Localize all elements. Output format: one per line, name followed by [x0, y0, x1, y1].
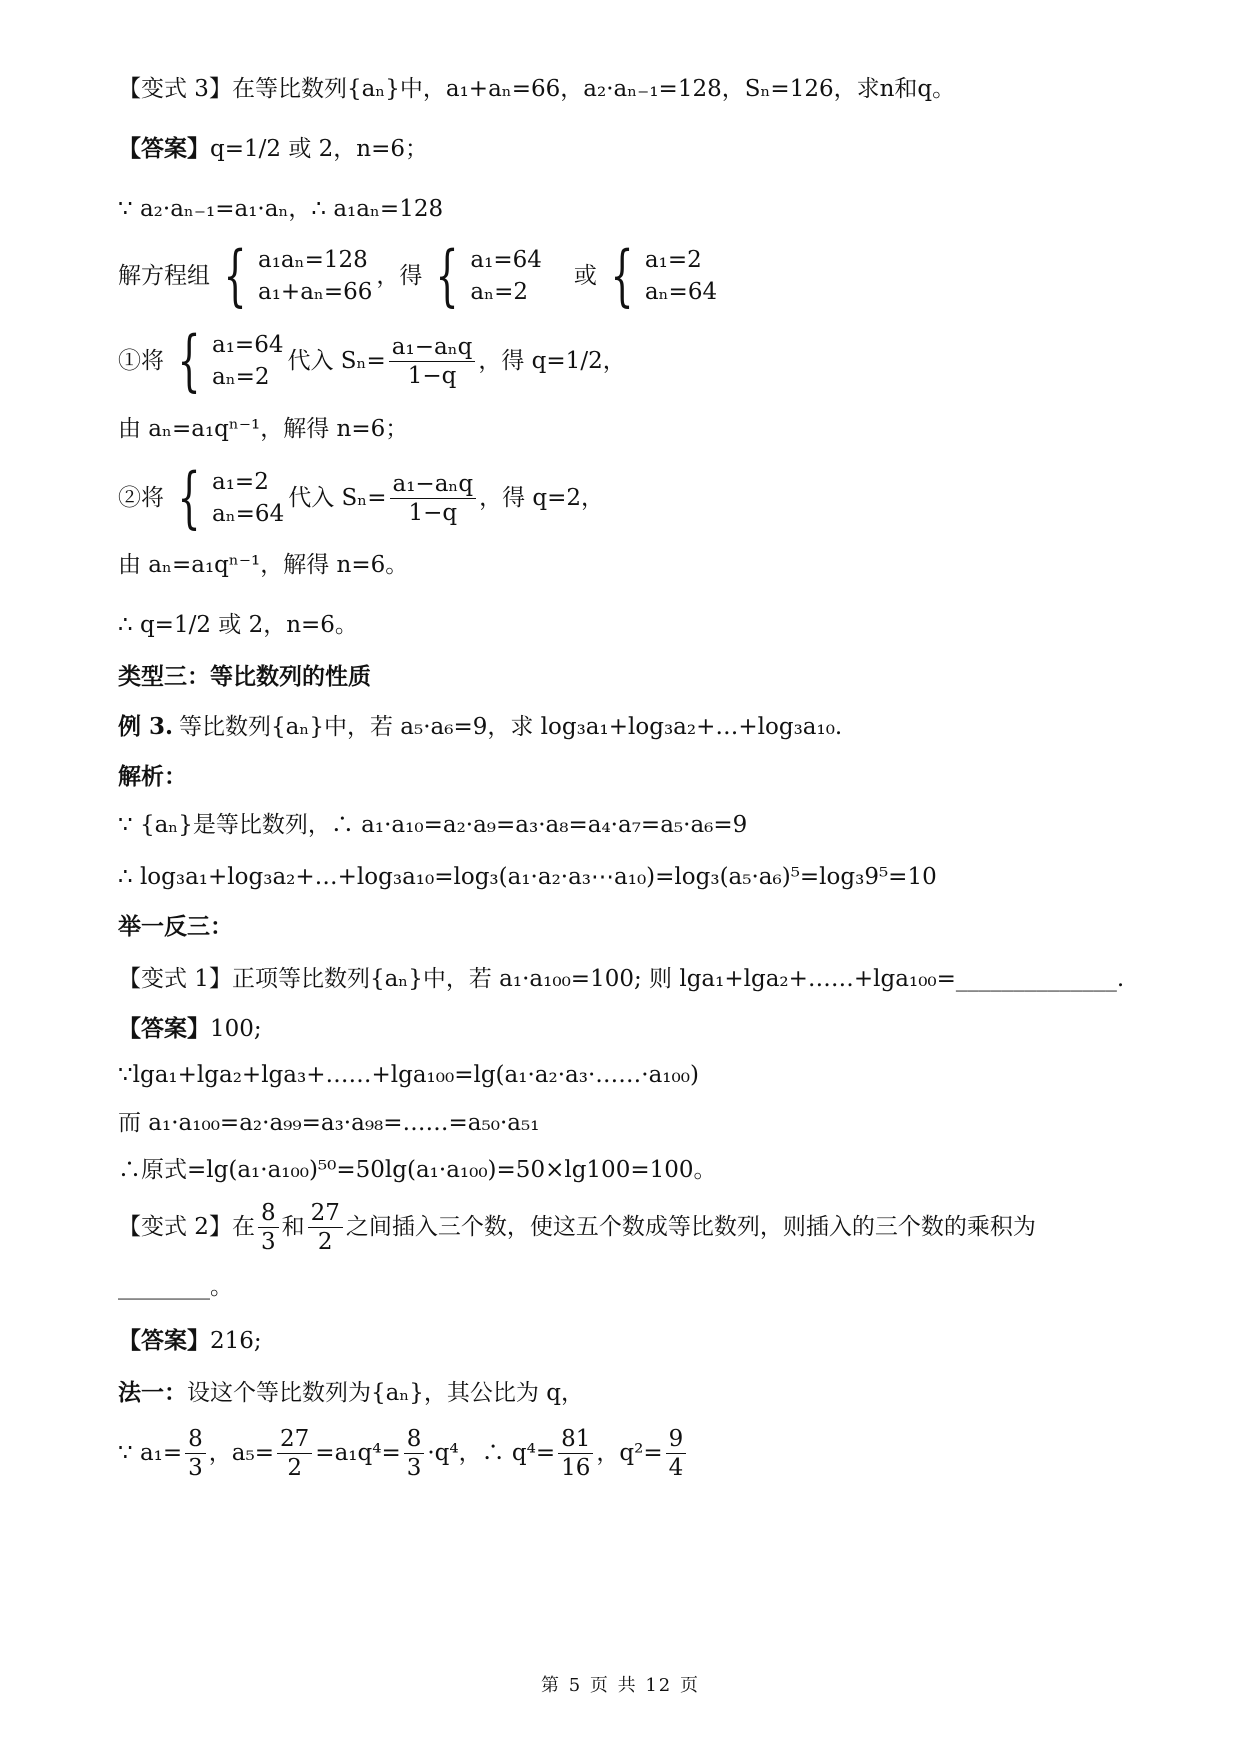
example3-step2: ∴ log₃a₁+log₃a₂+…+log₃a₁₀=log₃(a₁·a₂·a₃⋯a₁₀)=log₃(a₅·a₆)⁵=log₃9⁵=10	[118, 864, 937, 890]
variant3-case2: ②将 { a₁=2 aₙ=64 代入 Sₙ= $\frac{\text{a₁−aₙq}}{1-q}$ ，得 q=2，	[118, 459, 605, 536]
variant1-answer: 【答案】 100;	[118, 1015, 262, 1042]
sum-formula-fraction: $\frac{\text{a₁−aₙq}}{1-q}$	[389, 333, 476, 390]
sum-formula-fraction: $\frac{\text{a₁−aₙq}}{1-q}$	[390, 470, 477, 527]
page-footer: 第 5 页 共 12 页	[541, 1675, 700, 1696]
variant1-step2: 而 a₁·a₁₀₀=a₂·a₉₉=a₃·a₉₈=……=a₅₀·a₅₁	[118, 1110, 540, 1136]
variant2-answer: 【答案】 216;	[118, 1327, 262, 1354]
answer-label: 【答案】	[118, 135, 210, 162]
example3-step1: ∵ {aₙ}是等比数列，∴ a₁·a₁₀=a₂·a₉=a₃·a₈=a₄·a₇=a₅·a₆=9	[118, 812, 748, 838]
variant2-problem: 【变式 2】在 $\frac{8}{3}$ 和 $\frac{27}{2}$ 之间插入三个数，使这五个数成等比数列，则插入的三个数的乘积为	[118, 1199, 1036, 1255]
example3-problem: 例 3. 等比数列{aₙ}中，若 a₅·a₆=9，求 log₃a₁+log₃a₂+…+log₃a₁₀.	[118, 713, 843, 740]
variant3-conclusion: ∴ q=1/2 或 2，n=6。	[118, 612, 358, 638]
variant2-blank: ________。	[118, 1274, 233, 1300]
solution-system-2: { a₁=2 aₙ=64	[610, 237, 718, 314]
section-title-type3: 类型三：等比数列的性质	[118, 663, 371, 690]
variant1-problem: 【变式 1】正项等比数列{aₙ}中，若 a₁·a₁₀₀=100; 则 lga₁+lga₂+……+lga₁₀₀=______________.	[118, 966, 1125, 992]
variant3-case1-n: 由 aₙ=a₁qⁿ⁻¹，解得 n=6；	[118, 416, 409, 442]
variant3-case2-n: 由 aₙ=a₁qⁿ⁻¹，解得 n=6。	[118, 552, 409, 578]
variant3-step1: ∵ a₂·aₙ₋₁=a₁·aₙ，∴ a₁aₙ=128	[118, 196, 444, 222]
practice-title: 举一反三：	[118, 913, 233, 940]
analysis-label: 解析：	[118, 763, 187, 790]
method1-intro: 法一： 设这个等比数列为{aₙ}，其公比为 q，	[118, 1379, 584, 1406]
solution-system-1: { a₁=64 aₙ=2	[435, 237, 542, 314]
variant3-answer: 【答案】 q=1/2 或 2，n=6；	[118, 132, 1151, 166]
variant3-case1: ①将 { a₁=64 aₙ=2 代入 Sₙ= $\frac{\text{a₁−aₙq}}{1-q}$ ，得 q=1/2，	[118, 322, 626, 399]
variant1-step3: ∴原式=lg(a₁·a₁₀₀)⁵⁰=50lg(a₁·a₁₀₀)=50×lg100=100。	[118, 1157, 717, 1183]
equation-system: { a₁aₙ=128 a₁+aₙ=66	[223, 237, 373, 314]
variant3-problem: 【变式 3】在等比数列{aₙ}中，a₁+aₙ=66，a₂·aₙ₋₁=128，Sₙ=126，求n和q。	[118, 76, 956, 102]
method1-step: ∵ a₁= $\frac{8}{3}$ ，a₅= $\frac{27}{2}$ =a₁q⁴= $\frac{8}{3}$ ·q⁴，∴ q⁴= $\frac{81}{16}$ ，q²= $\frac{9}{4}$	[118, 1420, 1151, 1486]
variant3-equation-systems: 解方程组 { a₁aₙ=128 a₁+aₙ=66 ，得 { a₁=64 aₙ=2 或 { a₁=2 aₙ=64	[118, 237, 718, 314]
variant1-step1: ∵lga₁+lga₂+lga₃+……+lga₁₀₀=lg(a₁·a₂·a₃·……·a₁₀₀)	[118, 1062, 699, 1088]
